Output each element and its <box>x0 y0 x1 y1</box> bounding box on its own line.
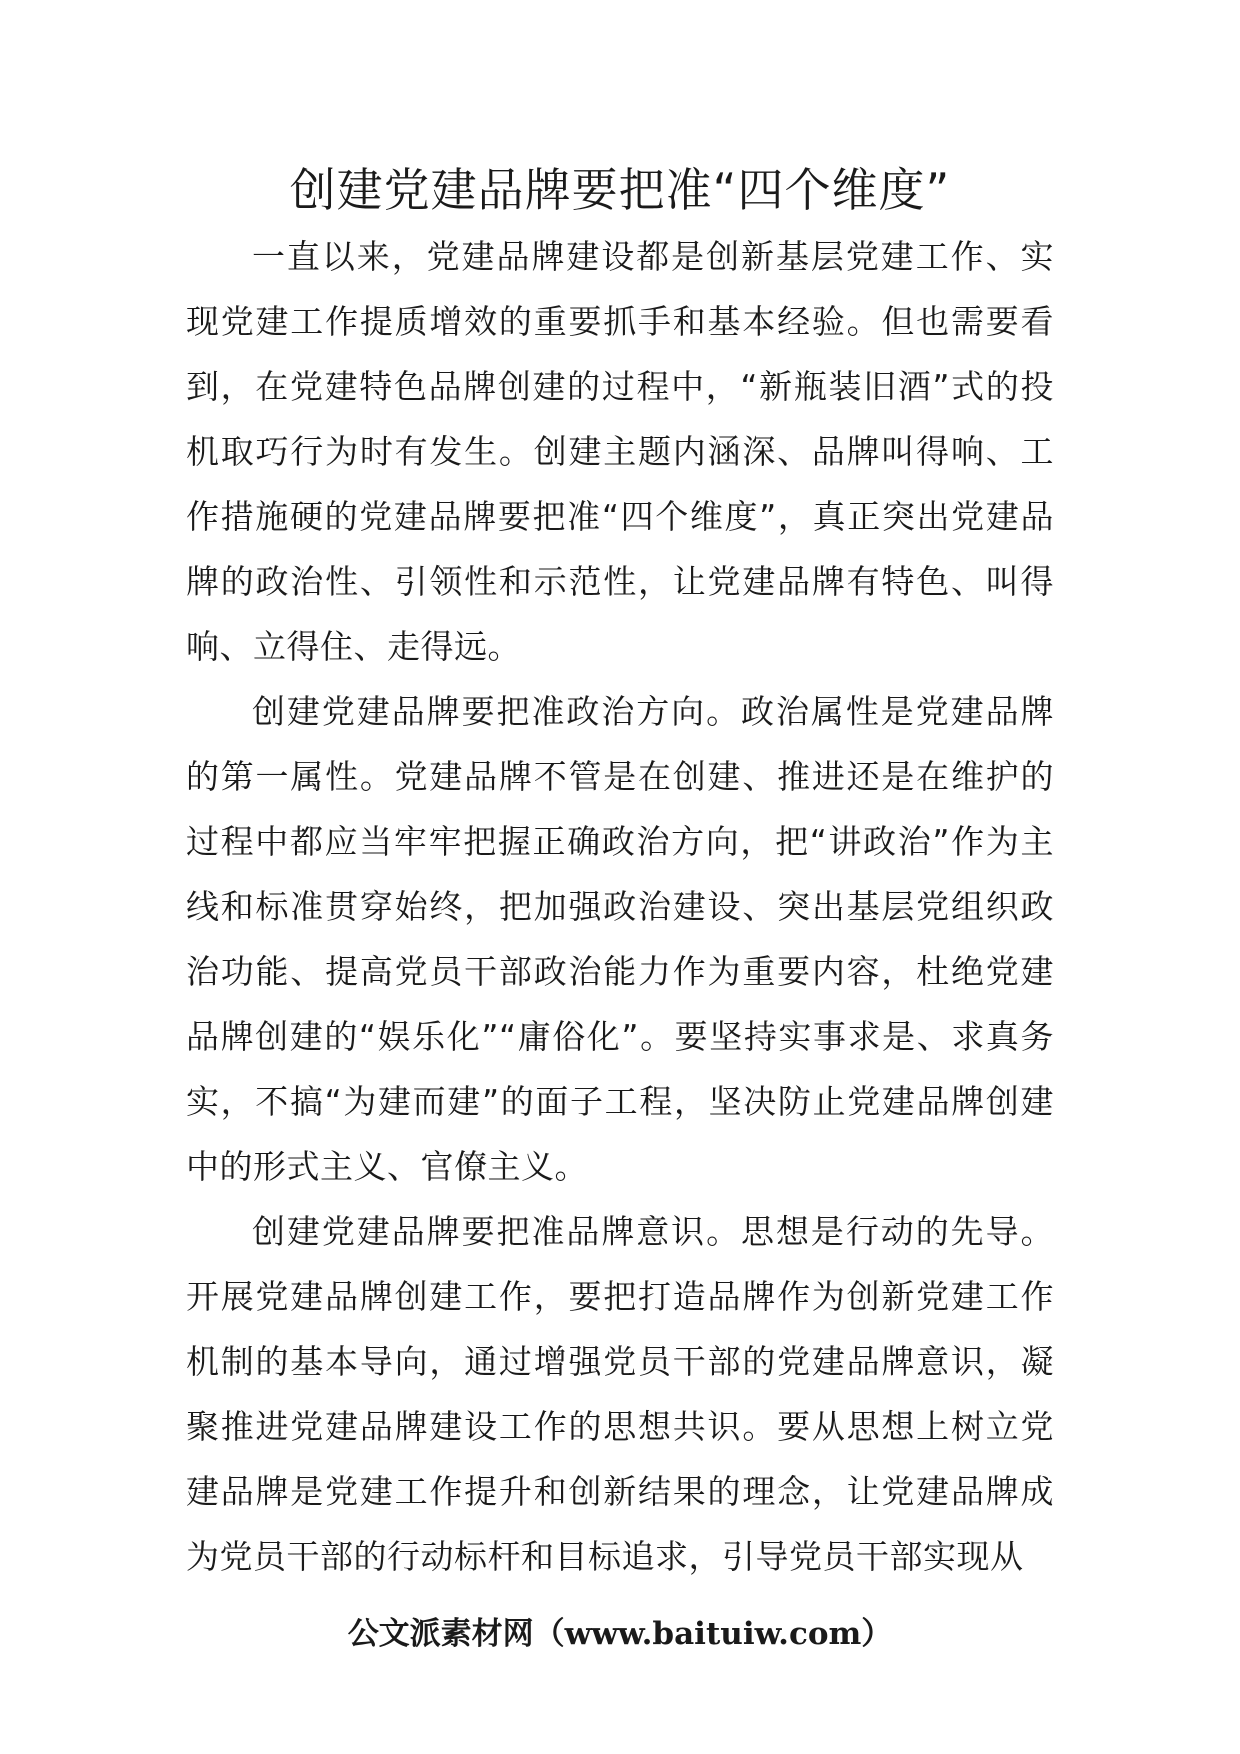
document-title: 创建党建品牌要把准“四个维度” <box>289 163 951 217</box>
paragraph-political-direction: 创建党建品牌要把准政治方向。政治属性是党建品牌的第一属性。党建品牌不管是在创建、推进还是在维护的过程中都应当牢牢把握正确政治方向，把“讲政治”作为主线和标准贯穿始终，把加强政治建设、突出基层党组织政治功能、提高党员干部政治能力作为重要内容，杜绝党建品牌创建的“娱乐化”“庸俗化”。要坚持实事求是、求真务实，不搞“为建而建”的面子工程，坚决防止党建品牌创建中的形式主义、官僚主义。 <box>186 692 1054 1186</box>
paragraph-intro: 一直以来，党建品牌建设都是创新基层党建工作、实现党建工作提质增效的重要抓手和基本经验。但也需要看到，在党建特色品牌创建的过程中，“新瓶装旧酒”式的投机取巧行为时有发生。创建主题内涵深、品牌叫得响、工作措施硬的党建品牌要把准“四个维度”，真正突出党建品牌的政治性、引领性和示范性，让党建品牌有特色、叫得响、立得住、走得远。 <box>186 237 1054 666</box>
document-body <box>186 224 1054 1589</box>
footer-source: 公文派素材网（www.baituiw.com） <box>347 1616 893 1652</box>
paragraph-brand-awareness: 创建党建品牌要把准品牌意识。思想是行动的先导。开展党建品牌创建工作，要把打造品牌作为创新党建工作机制的基本导向，通过增强党员干部的党建品牌意识，凝聚推进党建品牌建设工作的思想共识。要从思想上树立党建品牌是党建工作提升和创新结果的理念，让党建品牌成为党员干部的行动标杆和目标追求，引导党员干部实现从 <box>186 1212 1054 1576</box>
